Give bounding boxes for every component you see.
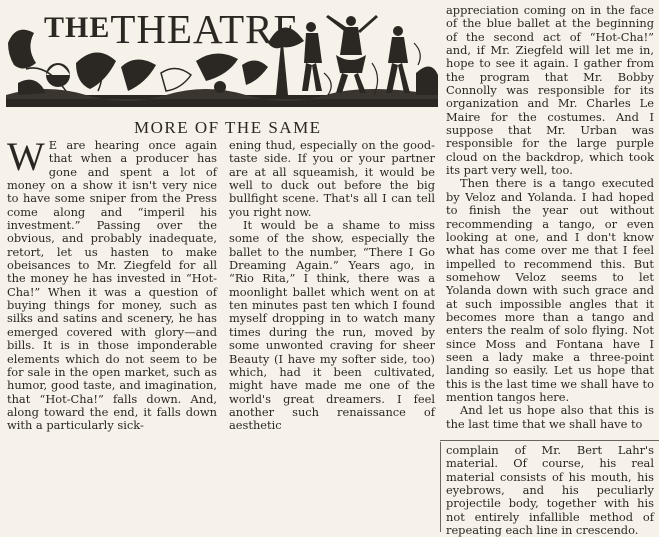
column-3-paragraph-3: And let us hope also that this is the last time that we shall have to (446, 403, 654, 431)
column-4-paragraph-1: complain of Mr. Bert Lahr's material. Of course, his real material consists of his mouth, his eyebrows, and his peculiarly projectile body, together with his not entirely infallible method of repeating each line in crescendo. (446, 443, 654, 537)
drop-cap: W (7, 134, 45, 179)
column-4-continuation (446, 444, 654, 537)
theatre-header-illustration (6, 3, 438, 107)
article-title: MORE OF THE SAME (134, 118, 322, 137)
inset-rule-vertical (440, 442, 441, 532)
inset-rule-horizontal (440, 440, 659, 441)
masthead-the: THE (44, 11, 111, 44)
column-1-paragraph-1: E are hearing once again that when a producer has gone and spent a lot of money on a show it isn't very nice to have some sniper from the Press come along and “imperil his investment.” Passing over the obvious, and probably inadequate, retort, let us hasten to make obeisances to Mr. Ziegfeld for all the money he has invested in “Hot-Cha!” When it was a question of buying things for money, such as silks and satins and scenery, he has emerged covered with glory—and bills. It is in those imponderable elements which do not seem to be for sale in the open market, such as humor, good taste, and imagination, that “Hot-Cha!” falls down. And, along toward the end, it falls down with a particularly sick- (7, 138, 217, 433)
masthead-theatre: THEATRE (110, 6, 300, 52)
column-2-paragraph-1: ening thud, especially on the good-taste side. If you or your partner are at all squeamish, it would be well to duck out before the big bullfight scene. That's all I can tell you right now. (229, 138, 435, 219)
column-3-paragraph-2: Then there is a tango executed by Veloz and Yolanda. I had hoped to finish the year out without recommending a tango, or even looking at one, and I don't know what has come over me that I feel impelled to recommend this. But somehow Veloz seems to let Yolanda down with such grace and at such impossible angles that it becomes more than a tango and enters the realm of solo flying. Not since Moss and Fontana have I seen a lady make a three-point landing so easily. Let us hope that this is the last time we shall have to mention tangos here. (446, 176, 654, 404)
column-2 (229, 139, 435, 433)
column-3 (446, 4, 654, 431)
column-2-paragraph-2: It would be a shame to miss some of the show, especially the ballet to the number, “There I Go Dreaming Again.” Years ago, in “Rio Rita,” I think, there was a moonlight ballet which went on at ten minutes past ten which I found myself dropping in to watch many times during the run, moved by some unwonted craving for sheer Beauty (I have my softer side, too) which, had it been cultivated, might have made me one of the world's great dreamers. I feel another such renaissance of aesthetic (229, 218, 435, 433)
column-3-paragraph-1: appreciation coming on in the face of the blue ballet at the beginning of the second act of “Hot-Cha!” and, if Mr. Ziegfeld will let me in, hope to see it again. I gather from the program that Mr. Bobby Connolly was responsible for its organization and Mr. Charles Le Maire for the costumes. And I suppose that Mr. Urban was responsible for the large purple cloud on the backdrop, which took its part very well, too. (446, 3, 654, 178)
masthead-title (44, 6, 300, 52)
column-1 (7, 134, 217, 433)
